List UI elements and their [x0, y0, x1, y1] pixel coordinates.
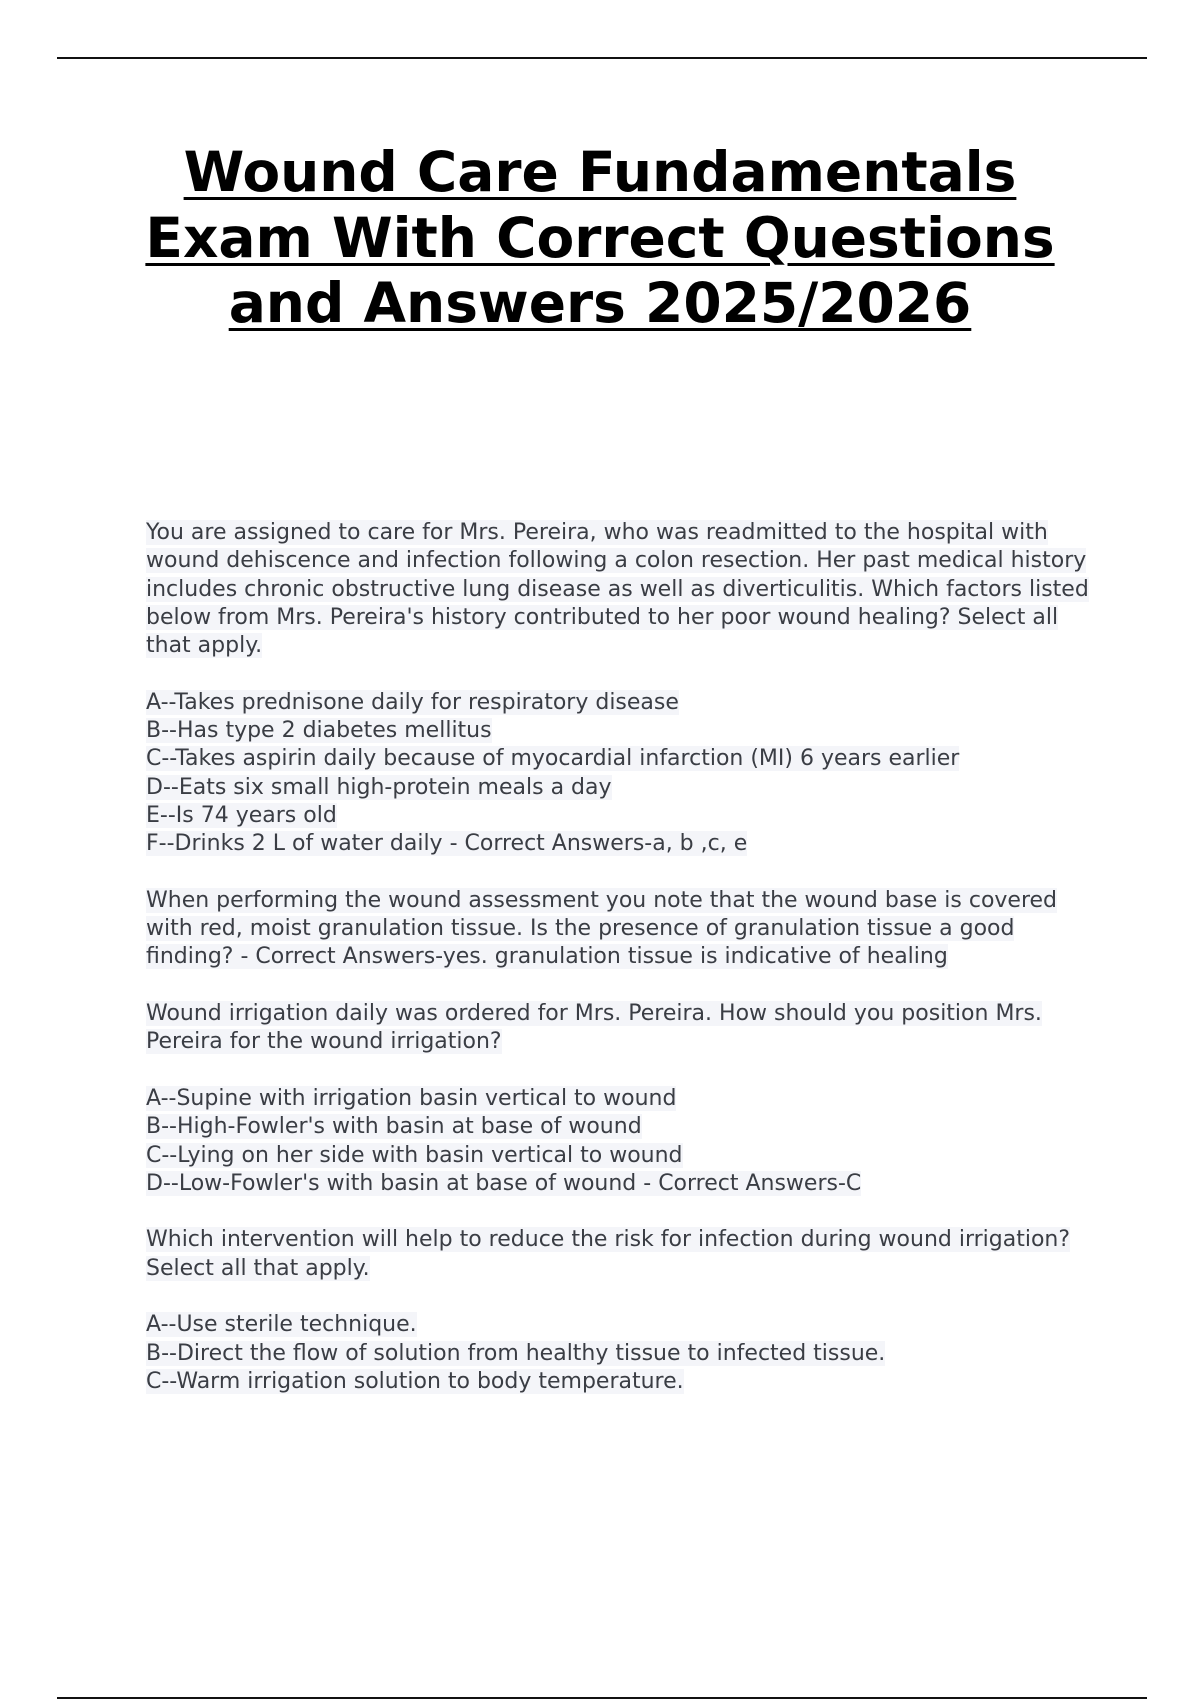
option: C--Takes aspirin daily because of myocardial infarction (MI) 6 years earlier	[146, 746, 960, 772]
option-with-answer: F--Drinks 2 L of water daily - Correct Answers-a, b ,c, e	[146, 831, 748, 857]
title-text: Wound Care Fundamentals Exam With Correct Questions and Answers 2025/2026	[145, 140, 1055, 335]
question-4-options	[146, 1311, 1106, 1396]
question-3-stem	[146, 1000, 1106, 1057]
option: A--Use sterile technique.	[146, 1312, 417, 1338]
question-4-stem	[146, 1226, 1106, 1283]
question-2-stem	[146, 887, 1106, 972]
question-3-options	[146, 1085, 1106, 1198]
question-text: Which intervention will help to reduce the risk for infection during wound irrigation? Select all that apply.	[146, 1227, 1071, 1281]
document-body	[146, 519, 1106, 1425]
option: C--Warm irrigation solution to body temperature.	[146, 1368, 684, 1394]
option-with-answer: D--Low-Fowler's with basin at base of wound - Correct Answers-C	[146, 1170, 862, 1196]
header-rule	[57, 57, 1147, 59]
question-1-stem	[146, 519, 1106, 660]
footer-rule	[57, 1697, 1147, 1699]
option: B--High-Fowler's with basin at base of wound	[146, 1114, 642, 1140]
document-title	[100, 140, 1100, 337]
option: E--Is 74 years old	[146, 802, 337, 828]
question-text: Wound irrigation daily was ordered for Mrs. Pereira. How should you position Mrs. Pereira for the wound irrigation?	[146, 1001, 1042, 1055]
option: C--Lying on her side with basin vertical to wound	[146, 1142, 683, 1168]
question-text: When performing the wound assessment you note that the wound base is covered with red, moist granulation tissue. Is the presence of granulation tissue a good finding? - Correct Answers-yes. granulation tissue is indicative of healing	[146, 887, 1058, 970]
option: A--Takes prednisone daily for respiratory disease	[146, 689, 679, 715]
option: B--Has type 2 diabetes mellitus	[146, 718, 492, 744]
question-1-options	[146, 689, 1106, 859]
question-text: You are assigned to care for Mrs. Pereira, who was readmitted to the hospital with wound dehiscence and infection following a colon resection. Her past medical history includes chronic obstructive lung disease as well as diverticulitis. Which factors listed below from Mrs. Pereira's history contributed to her poor wound healing? Select all that apply.	[146, 520, 1089, 659]
option: A--Supine with irrigation basin vertical to wound	[146, 1085, 677, 1111]
option: B--Direct the flow of solution from healthy tissue to infected tissue.	[146, 1340, 886, 1366]
option: D--Eats six small high-protein meals a day	[146, 774, 612, 800]
